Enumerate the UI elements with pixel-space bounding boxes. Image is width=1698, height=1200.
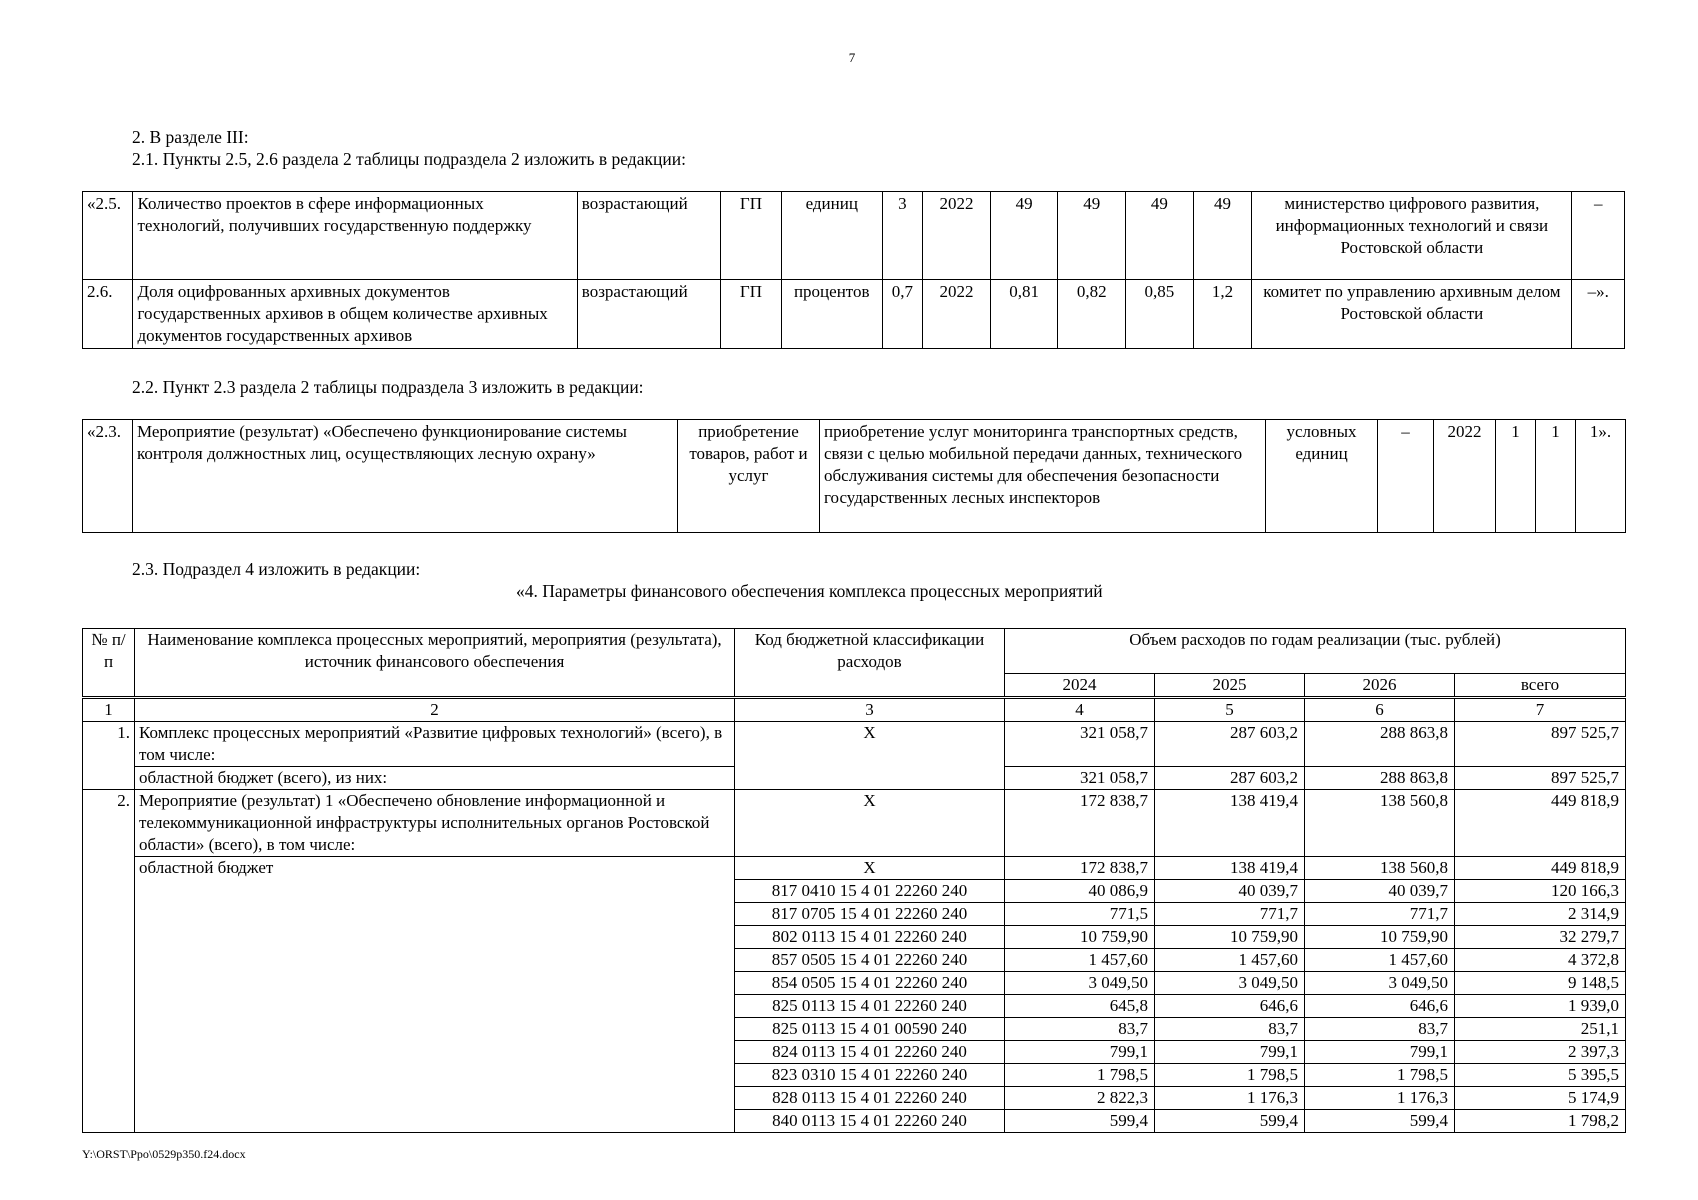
amount-2026: 599,4 [1305, 1110, 1455, 1133]
amount-total: 5 395,5 [1455, 1064, 1626, 1087]
section-heading: 2. В разделе III: [132, 127, 249, 147]
amount-2024: 10 759,90 [1005, 926, 1155, 949]
amount-2024: 599,4 [1005, 1110, 1155, 1133]
complex-name: Комплекс процессных мероприятий «Развитие цифровых технологий» (всего), в том числе: [135, 722, 735, 767]
row-number: 2. [83, 790, 135, 1133]
column-number: 2 [135, 698, 735, 722]
indicator-base-value: 3 [882, 192, 922, 280]
header-year: 2025 [1155, 674, 1305, 698]
amount-2024: 1 798,5 [1005, 1064, 1155, 1087]
amount-2024: 321 058,7 [1005, 722, 1155, 767]
amount-2026: 799,1 [1305, 1041, 1455, 1064]
amount-2025: 1 457,60 [1155, 949, 1305, 972]
amount-total: 4 372,8 [1455, 949, 1626, 972]
table-header-row [83, 629, 1626, 674]
table-row [83, 192, 1625, 280]
amount-2024: 799,1 [1005, 1041, 1155, 1064]
indicator-base-value: 0,7 [882, 280, 922, 349]
budget-code: X [735, 722, 1005, 790]
table-row [83, 722, 1626, 767]
amount-2025: 40 039,7 [1155, 880, 1305, 903]
column-number: 7 [1455, 698, 1626, 722]
indicator-value: 0,82 [1058, 280, 1126, 349]
row-end-mark: – [1572, 192, 1625, 280]
column-number: 3 [735, 698, 1005, 722]
amount-2025: 10 759,90 [1155, 926, 1305, 949]
indicator-value: 49 [1193, 192, 1252, 280]
measure-value: 1 [1496, 420, 1536, 533]
indicator-base-year: 2022 [923, 280, 991, 349]
measure-value: 1». [1576, 420, 1626, 533]
amount-2025: 646,6 [1155, 995, 1305, 1018]
amount-2024: 771,5 [1005, 903, 1155, 926]
indicator-value: 0,85 [1126, 280, 1194, 349]
responsible-body: министерство цифрового развития, информационных технологий и связи Ростовской области [1252, 192, 1572, 280]
amount-2025: 1 176,3 [1155, 1087, 1305, 1110]
budget-code: X [735, 857, 1005, 880]
section-title: «4. Параметры финансового обеспечения комплекса процессных мероприятий [516, 581, 1103, 601]
indicator-value: 49 [1126, 192, 1194, 280]
source-name: областной бюджет [135, 857, 735, 1133]
budget-code: 857 0505 15 4 01 22260 240 [735, 949, 1005, 972]
budget-code: X [735, 790, 1005, 857]
amount-2025: 138 419,4 [1155, 857, 1305, 880]
amount-2026: 138 560,8 [1305, 790, 1455, 857]
amount-2024: 321 058,7 [1005, 767, 1155, 790]
amount-2025: 287 603,2 [1155, 767, 1305, 790]
amount-total: 449 818,9 [1455, 790, 1626, 857]
amount-2025: 138 419,4 [1155, 790, 1305, 857]
paragraph-2-1: 2.1. Пункты 2.5, 2.6 раздела 2 таблицы подраздела 2 изложить в редакции: [132, 149, 686, 169]
row-number: 2.6. [83, 280, 133, 349]
amount-total: 5 174,9 [1455, 1087, 1626, 1110]
file-path-footer: Y:\ORST\Ppo\0529p350.f24.docx [82, 1147, 246, 1161]
amount-total: 1 798,2 [1455, 1110, 1626, 1133]
column-number-row [83, 698, 1626, 722]
measure-name: Мероприятие (результат) 1 «Обеспечено обновление информационной и телекоммуникационной инфраструктуры исполнительных органов Ростовской области» (всего), в том числе: [135, 790, 735, 857]
header-num: № п/п [83, 629, 135, 698]
amount-2026: 771,7 [1305, 903, 1455, 926]
amount-2025: 83,7 [1155, 1018, 1305, 1041]
table-row [83, 420, 1626, 533]
amount-total: 120 166,3 [1455, 880, 1626, 903]
table-row [83, 790, 1626, 857]
budget-code: 825 0113 15 4 01 22260 240 [735, 995, 1005, 1018]
amount-2024: 3 049,50 [1005, 972, 1155, 995]
indicator-unit: единиц [781, 192, 882, 280]
amount-2026: 138 560,8 [1305, 857, 1455, 880]
amount-2024: 172 838,7 [1005, 790, 1155, 857]
amount-total: 251,1 [1455, 1018, 1626, 1041]
table-row [83, 280, 1625, 349]
row-number: «2.3. [83, 420, 133, 533]
header-code: Код бюджетной классификации расходов [735, 629, 1005, 698]
amount-2026: 646,6 [1305, 995, 1455, 1018]
budget-code: 825 0113 15 4 01 00590 240 [735, 1018, 1005, 1041]
header-total: всего [1455, 674, 1626, 698]
budget-code: 823 0310 15 4 01 22260 240 [735, 1064, 1005, 1087]
row-number: 1. [83, 722, 135, 790]
measure-unit: условных единиц [1266, 420, 1378, 533]
amount-total: 897 525,7 [1455, 767, 1626, 790]
amount-2026: 288 863,8 [1305, 722, 1455, 767]
column-number: 6 [1305, 698, 1455, 722]
table-row [83, 857, 1626, 880]
column-number: 4 [1005, 698, 1155, 722]
amount-2026: 83,7 [1305, 1018, 1455, 1041]
amount-2024: 2 822,3 [1005, 1087, 1155, 1110]
indicator-name: Доля оцифрованных архивных документов государственных архивов в общем количестве архивных документов государственных архивов [133, 280, 577, 349]
indicator-value: 49 [1058, 192, 1126, 280]
amount-2025: 799,1 [1155, 1041, 1305, 1064]
measure-description: приобретение услуг мониторинга транспортных средств, связи с целью мобильной передачи данных, технического обслуживания системы для обеспечения безопасности государственных лесных инспекторов [820, 420, 1266, 533]
indicator-trend: возрастающий [577, 192, 720, 280]
amount-2024: 172 838,7 [1005, 857, 1155, 880]
amount-2026: 10 759,90 [1305, 926, 1455, 949]
header-name: Наименование комплекса процессных мероприятий, мероприятия (результата), источник финансового обеспечения [135, 629, 735, 698]
measure-base-value: – [1378, 420, 1434, 533]
paragraph-2-2: 2.2. Пункт 2.3 раздела 2 таблицы подраздела 3 изложить в редакции: [132, 377, 644, 397]
budget-code: 802 0113 15 4 01 22260 240 [735, 926, 1005, 949]
amount-total: 2 397,3 [1455, 1041, 1626, 1064]
measure-name: Мероприятие (результат) «Обеспечено функционирование системы контроля должностных лиц, осуществляющих лесную охрану» [133, 420, 678, 533]
header-volume: Объем расходов по годам реализации (тыс. рублей) [1005, 629, 1626, 674]
finance-table [82, 628, 1626, 1133]
amount-2024: 1 457,60 [1005, 949, 1155, 972]
amount-2025: 287 603,2 [1155, 722, 1305, 767]
budget-code: 854 0505 15 4 01 22260 240 [735, 972, 1005, 995]
amount-2025: 771,7 [1155, 903, 1305, 926]
amount-total: 1 939,0 [1455, 995, 1626, 1018]
amount-2024: 40 086,9 [1005, 880, 1155, 903]
amount-total: 2 314,9 [1455, 903, 1626, 926]
measure-base-year: 2022 [1434, 420, 1496, 533]
paragraph-2-3: 2.3. Подраздел 4 изложить в редакции: [132, 559, 421, 579]
indicator-level: ГП [721, 192, 782, 280]
amount-2025: 599,4 [1155, 1110, 1305, 1133]
indicator-value: 0,81 [990, 280, 1058, 349]
indicator-unit: процентов [781, 280, 882, 349]
amount-2026: 1 457,60 [1305, 949, 1455, 972]
amount-total: 449 818,9 [1455, 857, 1626, 880]
header-year: 2026 [1305, 674, 1455, 698]
measure-table [82, 419, 1626, 533]
indicators-table [82, 191, 1625, 349]
measure-value: 1 [1536, 420, 1576, 533]
amount-2026: 288 863,8 [1305, 767, 1455, 790]
indicator-value: 49 [990, 192, 1058, 280]
row-number: «2.5. [83, 192, 133, 280]
indicator-level: ГП [721, 280, 782, 349]
budget-code: 817 0410 15 4 01 22260 240 [735, 880, 1005, 903]
column-number: 1 [83, 698, 135, 722]
indicator-base-year: 2022 [923, 192, 991, 280]
budget-code: 828 0113 15 4 01 22260 240 [735, 1087, 1005, 1110]
indicator-name: Количество проектов в сфере информационных технологий, получивших государственную поддержку [133, 192, 577, 280]
amount-total: 32 279,7 [1455, 926, 1626, 949]
amount-total: 9 148,5 [1455, 972, 1626, 995]
budget-code: 817 0705 15 4 01 22260 240 [735, 903, 1005, 926]
amount-2026: 1 176,3 [1305, 1087, 1455, 1110]
responsible-body: комитет по управлению архивным делом Ростовской области [1252, 280, 1572, 349]
amount-2026: 40 039,7 [1305, 880, 1455, 903]
amount-2024: 83,7 [1005, 1018, 1155, 1041]
amount-total: 897 525,7 [1455, 722, 1626, 767]
indicator-trend: возрастающий [577, 280, 720, 349]
column-number: 5 [1155, 698, 1305, 722]
source-name: областной бюджет (всего), из них: [135, 767, 735, 790]
row-end-mark: –». [1572, 280, 1625, 349]
budget-code: 840 0113 15 4 01 22260 240 [735, 1110, 1005, 1133]
indicator-value: 1,2 [1193, 280, 1252, 349]
amount-2024: 645,8 [1005, 995, 1155, 1018]
amount-2025: 3 049,50 [1155, 972, 1305, 995]
amount-2026: 3 049,50 [1305, 972, 1455, 995]
measure-type: приобретение товаров, работ и услуг [678, 420, 820, 533]
page-number: 7 [848, 50, 856, 65]
header-year: 2024 [1005, 674, 1155, 698]
amount-2026: 1 798,5 [1305, 1064, 1455, 1087]
amount-2025: 1 798,5 [1155, 1064, 1305, 1087]
budget-code: 824 0113 15 4 01 22260 240 [735, 1041, 1005, 1064]
